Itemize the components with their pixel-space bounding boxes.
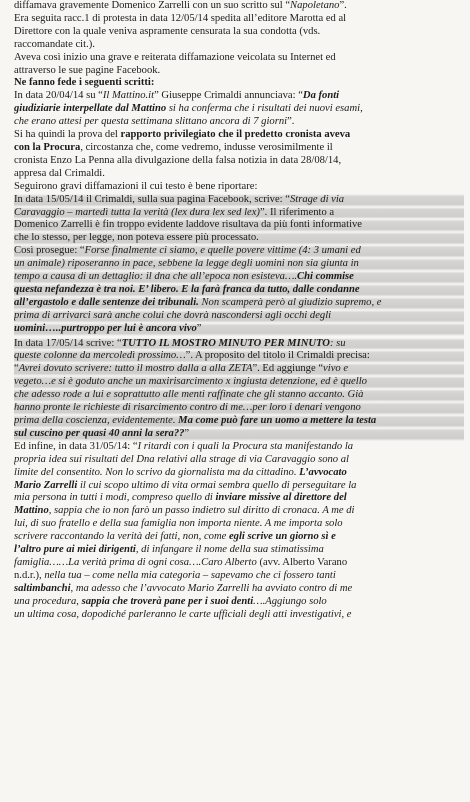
highlighted-text-line: prima della coscienza, evidentemente. Ma come può fare un uomo a mettere la testa [14,415,464,428]
text-line: lui, di suo fratello e della sua famiglia non importa niente. A me importa solo [14,518,343,530]
text-line: Seguirono gravi diffamazioni il cui testo è bene riportare: [14,180,258,192]
highlighted-text-line: vegeto…e si è goduto anche un maxirisarcimento x ingiusta detenzione, ed è quello [14,376,464,389]
text-line: In data 20/04/14 su “Il Mattino.it” Giuseppe Crimaldi annunciava: “Da fonti [14,90,340,102]
text-line: propria idea sui risultati del Dna relativi alla strage di via Caravaggio sono al [14,453,349,465]
highlighted-text-line: sul cuscino per quasi 40 anni la sera??” [14,428,464,441]
text-line: appresa dal Crimaldi. [14,167,105,179]
text-line: giudiziarie interpellate dal Mattino si ha conferma che i risultati dei nuovi esami, [14,103,363,115]
highlighted-text-line: In data 15/05/14 il Crimaldi, sulla sua pagina Facebook, scrive: “Strage di via [14,194,464,207]
highlighted-text-line: che lo stesso, per legge, non poteva essere più processato. [14,232,464,245]
text-line: raccomandate cit.). [14,38,95,50]
text-line: cronista Enzo La Penna alla divulgazione della falsa notizia in data 28/08/14, [14,154,342,166]
text-line: Si ha quindi la prova del rapporto privilegiato che il predetto cronista aveva [14,129,351,141]
text-line: con la Procura, circostanza che, come vedremo, indusse verosimilmente il [14,141,333,153]
text-line: mia persona in tutti i modi, compreso quello di inviare missive al direttore del [14,492,347,504]
text-line: l’altro pure ai miei dirigenti, di infangare il nome della sua stimatissima [14,544,324,556]
text-line: Ed infine, in data 31/05/14: “I ritardi con i quali la Procura sta manifestando la [14,440,354,452]
highlighted-text-line: Domenico Zarrelli è fin troppo evidente laddove risultava da più fonti informative [14,219,464,232]
text-line: famiglia……La verità prima di ogni cosa….Caro Alberto (avv. Alberto Varano [14,556,348,568]
text-line: Mattino, sappia che io non farò un passo indietro sul diritto di cronaca. A me di [14,505,355,517]
text-line: Era seguita racc.1 di protesta in data 12/05/14 spedita all’editore Marotta ed al [14,12,347,24]
text-line: attraverso le sue pagine Facebook. [14,64,161,76]
text-line: Ne fanno fede i seguenti scritti: [14,77,155,89]
highlighted-text-line: Caravaggio – martedì tutta la verità (lex dura lex sed lex)”. Il riferimento a [14,207,464,220]
highlighted-text-line: uomini…..purtroppo per lui è ancora vivo” [14,323,464,336]
highlighted-text-line: In data 17/05/14 scrive: “TUTTO IL MOSTRO MINUTO PER MINUTO: su [14,338,464,351]
highlighted-text-line: Così prosegue: “Forse finalmente ci siamo, e quelle povere vittime (4: 3 umani ed [14,245,464,258]
text-line: Direttore con la quale veniva aspramente censurata la sua condotta (vds. [14,25,321,37]
highlighted-text-line: questa nefandezza è tra noi. E’ libero. E la farà franca da tutto, dalle condanne [14,284,464,297]
highlighted-text-line: tempo a causa di un dettaglio: il dna che all’epoca non esisteva….Chi commise [14,271,464,284]
highlighted-text-line: che adesso rode a lui e soprattutto alle menti raffinate che gli stanno accanto. Già [14,389,464,402]
text-line: Mario Zarrelli il cui scopo ultimo di vita ormai sembra quello di perseguitare la [14,479,357,491]
text-line: limite del consentito. Non lo scrivo da giornalista ma da cittadino. L’avvocato [14,466,347,478]
highlighted-text-line: un animale) riposeranno in pace, sebbene la legge degli uomini non sia giunta in [14,258,464,271]
highlighted-text-line: hanno pronte le richieste di risarcimento contro di me…per loro i denari vengono [14,402,464,415]
highlighted-text-line: “Avrei dovuto scrivere: tutto il mostro dalla a alla ZETA”. Ed aggiunge “vivo e [14,363,464,376]
text-line: un ultima cosa, dopodiché parleranno le carte ufficiali degli atti investigativi, e [14,608,352,620]
text-line: diffamava gravemente Domenico Zarrelli con un suo scritto sul “Napoletano”. [14,0,347,11]
text-line: scrivere raccontando la verità dei fatti, non, come egli scrive un giorno sì e [14,531,336,543]
highlighted-text-line: prima di arrivarci sarà anche colui che dovrà nascondersi agli occhi degli [14,310,464,323]
highlighted-text-line: all’ergastolo e dalle sentenze dei tribunali. Non scamperà però al giudizio supremo, e [14,297,464,310]
highlighted-text-line: queste colonne da mercoledì prossimo…”. A proposito del titolo il Crimaldi precisa: [14,350,464,363]
text-line: saltimbanchi, ma adesso che l’avvocato Mario Zarrelli ha avviato contro di me [14,582,353,594]
text-line: Aveva così inizio una grave e reiterata diffamazione veicolata su Internet ed [14,51,336,63]
text-line: che erano attesi per questa settimana slittano ancora di 7 giorni”. [14,116,295,128]
text-line: n.d.r.), nella tua – come nella mia categoria – sapevamo che ci fossero tanti [14,569,336,581]
text-line: una procedura, sappia che troverà pane per i suoi denti….Aggiungo solo [14,595,327,607]
